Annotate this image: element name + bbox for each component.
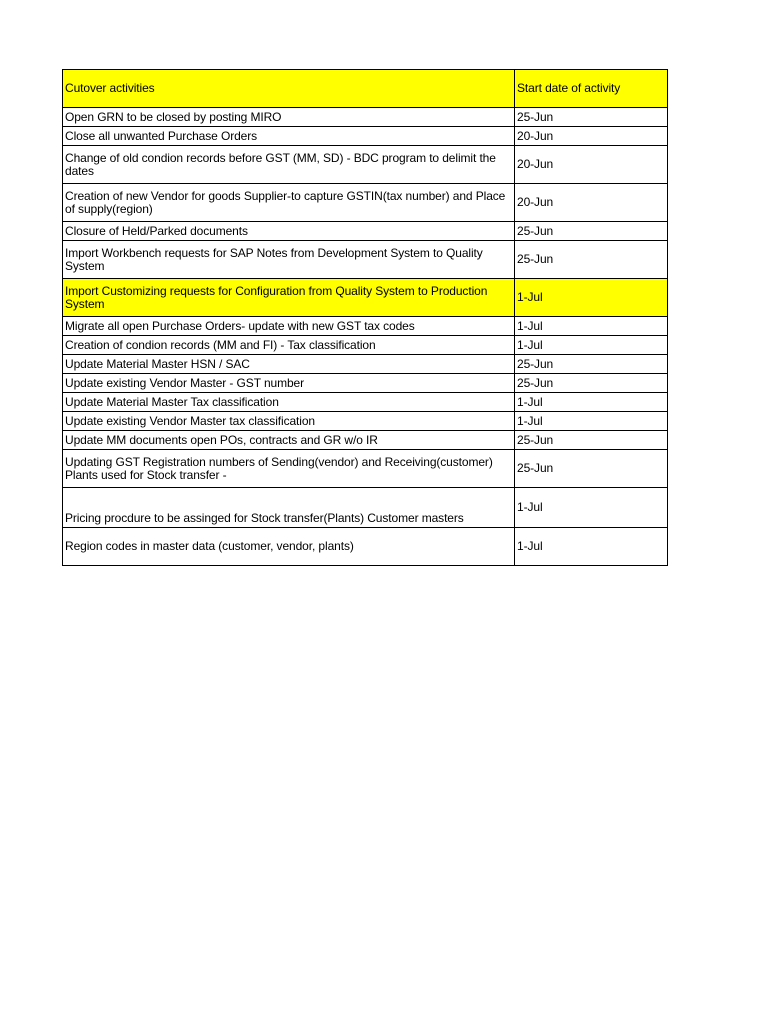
table-row (63, 241, 668, 279)
activity-cell[interactable]: Pricing procdure to be assinged for Stock transfer(Plants) Customer masters (63, 488, 515, 528)
start-date-cell[interactable]: 20-Jun (515, 127, 668, 146)
table-row (63, 412, 668, 431)
activity-cell[interactable]: Update Material Master Tax classification (63, 393, 515, 412)
activity-cell[interactable]: Creation of new Vendor for goods Supplier-to capture GSTIN(tax number) and Place of supply(region) (63, 184, 515, 222)
activity-cell[interactable]: Update existing Vendor Master - GST number (63, 374, 515, 393)
start-date-cell[interactable]: 1-Jul (515, 393, 668, 412)
table-row (63, 336, 668, 355)
start-date-cell[interactable]: 1-Jul (515, 528, 668, 566)
start-date-cell[interactable]: 1-Jul (515, 412, 668, 431)
activity-cell[interactable]: Change of old condion records before GST (MM, SD) - BDC program to delimit the dates (63, 146, 515, 184)
table-row (63, 184, 668, 222)
table-row (63, 450, 668, 488)
start-date-cell[interactable]: 25-Jun (515, 374, 668, 393)
table-row (63, 222, 668, 241)
start-date-cell[interactable]: 20-Jun (515, 146, 668, 184)
activity-cell[interactable]: Closure of Held/Parked documents (63, 222, 515, 241)
activity-cell[interactable]: Update existing Vendor Master tax classification (63, 412, 515, 431)
table-row (63, 431, 668, 450)
start-date-cell[interactable]: 25-Jun (515, 450, 668, 488)
activity-cell[interactable]: Update Material Master HSN / SAC (63, 355, 515, 374)
start-date-cell[interactable]: 25-Jun (515, 241, 668, 279)
activity-cell[interactable]: Region codes in master data (customer, vendor, plants) (63, 528, 515, 566)
activity-cell[interactable]: Updating GST Registration numbers of Sending(vendor) and Receiving(customer) Plants used for Stock transfer - (63, 450, 515, 488)
activity-cell[interactable]: Update MM documents open POs, contracts and GR w/o IR (63, 431, 515, 450)
table-row (63, 393, 668, 412)
start-date-cell[interactable]: 25-Jun (515, 108, 668, 127)
start-date-cell[interactable]: 25-Jun (515, 355, 668, 374)
activity-cell[interactable]: Open GRN to be closed by posting MIRO (63, 108, 515, 127)
start-date-cell[interactable]: 1-Jul (515, 336, 668, 355)
activity-cell[interactable]: Close all unwanted Purchase Orders (63, 127, 515, 146)
table-row (63, 317, 668, 336)
start-date-cell[interactable]: 20-Jun (515, 184, 668, 222)
cutover-activities-table (62, 69, 668, 566)
table-row (63, 488, 668, 528)
activity-cell[interactable]: Creation of condion records (MM and FI) - Tax classification (63, 336, 515, 355)
header-cell-activity[interactable]: Cutover activities (63, 70, 515, 108)
table-row (63, 374, 668, 393)
start-date-cell[interactable]: 1-Jul (515, 488, 668, 528)
table-row (63, 127, 668, 146)
table-row (63, 108, 668, 127)
start-date-cell[interactable]: 25-Jun (515, 431, 668, 450)
table-row (63, 146, 668, 184)
activity-cell[interactable]: Import Customizing requests for Configuration from Quality System to Production System (63, 279, 515, 317)
start-date-cell[interactable]: 25-Jun (515, 222, 668, 241)
start-date-cell[interactable]: 1-Jul (515, 279, 668, 317)
table-row (63, 355, 668, 374)
table-row (63, 528, 668, 566)
activity-cell[interactable]: Migrate all open Purchase Orders- update with new GST tax codes (63, 317, 515, 336)
table-row-highlighted (63, 279, 668, 317)
start-date-cell[interactable]: 1-Jul (515, 317, 668, 336)
table-header-row (63, 70, 668, 108)
activity-cell[interactable]: Import Workbench requests for SAP Notes from Development System to Quality System (63, 241, 515, 279)
header-cell-start-date[interactable]: Start date of activity (515, 70, 668, 108)
